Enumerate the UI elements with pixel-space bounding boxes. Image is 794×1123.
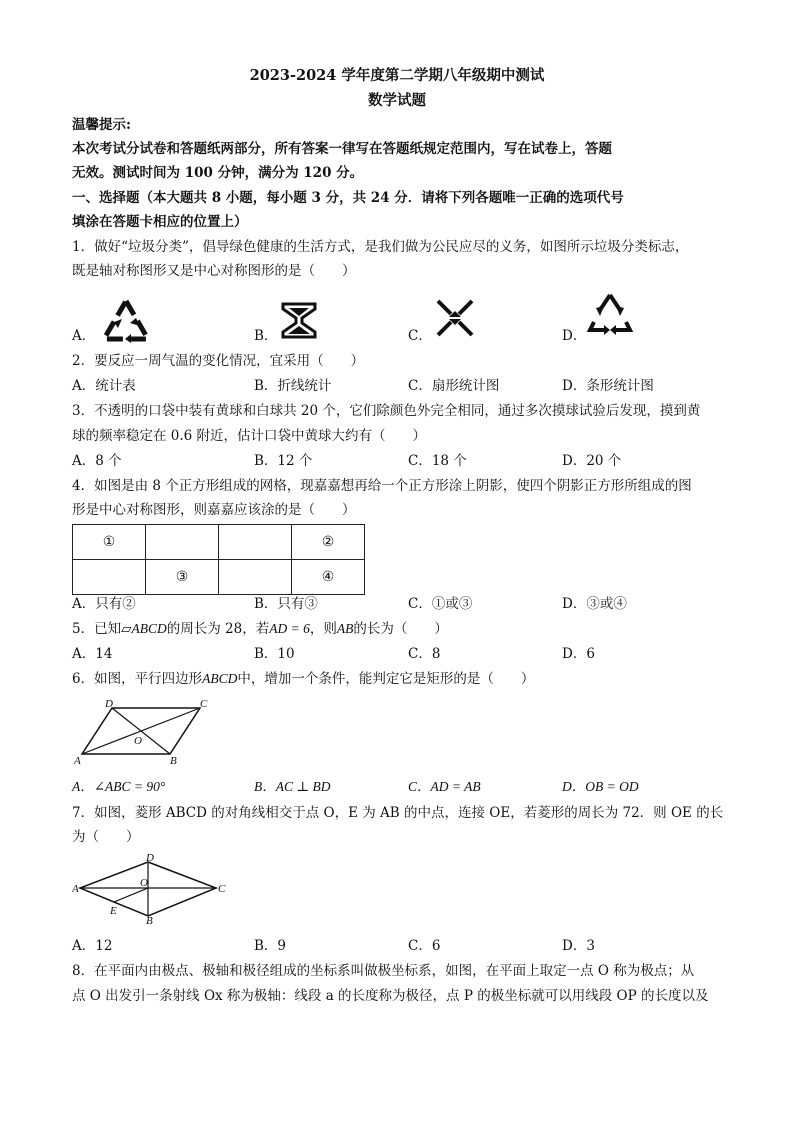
q6-option-c: C．AD = AB (408, 779, 481, 794)
q7-line-2: 为（ ） (72, 829, 140, 845)
q4-grid (72, 524, 365, 595)
q1-option-a: A． (72, 328, 96, 344)
q5-mid-1: 的周长为 28，若 (166, 621, 270, 637)
notice-line-1: 本次考试分试卷和答题纸两部分，所有答案一律写在答题纸规定范围内，写在试卷上，答题 (72, 141, 612, 157)
label-b: B (170, 755, 177, 767)
q5-suffix: 的长为（ ） (353, 621, 448, 637)
label-b: B (146, 915, 153, 924)
q5-shape: ▱ABCD (121, 621, 167, 636)
grid-cell (73, 560, 146, 595)
q3-option-b: B．12 个 (254, 453, 313, 469)
grid-cell (219, 525, 292, 560)
q2-option-c: C．扇形统计图 (408, 378, 500, 394)
q8-line-2: 点 O 出发引一条射线 Ox 称为极轴：线段 a 的长度称为极径，点 P 的极坐标就可以用线段 OP 的长度以及 (72, 988, 709, 1004)
q6-option-d: D．OB = OD (562, 779, 639, 794)
q3-line-2: 球的频率稳定在 0.6 附近，估计口袋中黄球大约有（ ） (72, 428, 427, 444)
label-a: A (74, 755, 81, 767)
q1-option-d: D． (562, 328, 587, 344)
q7-option-b: B．9 (254, 938, 287, 954)
label-c: C (200, 698, 208, 710)
section1-line-1: 一、选择题（本大题共 8 小题，每小题 3 分，共 24 分．请将下列各题唯一正确的选项代号 (72, 190, 624, 206)
q2-option-b: B．折线统计 (254, 378, 332, 394)
q7-option-d: D．3 (562, 938, 595, 954)
q1-line-2: 既是轴对称图形又是中心对称图形的是（ ） (72, 263, 356, 279)
q6-line-1 (72, 670, 534, 688)
q5-prefix: 5．已知 (72, 621, 122, 637)
q1-option-b: B． (254, 328, 278, 344)
grid-cell: ③ (146, 560, 219, 595)
rhombus-figure (72, 852, 232, 924)
grid-cell (146, 525, 219, 560)
q1-line-1: 1．做好“垃圾分类”，倡导绿色健康的生活方式，是我们做为公民应尽的义务，如图所示垃圾分类标志， (72, 239, 689, 255)
q3-line-1: 3．不透明的口袋中装有黄球和白球共 20 个，它们除颜色外完全相同，通过多次摸球试验后发现，摸到黄 (72, 403, 701, 419)
grid-cell (219, 560, 292, 595)
q4-option-b: B．只有③ (254, 596, 318, 612)
q4-option-d: D．③或④ (562, 596, 627, 612)
q8-line-1: 8．在平面内由极点、极轴和极径组成的坐标系叫做极坐标系，如图，在平面上取定一点 O 称为极点；从 (72, 963, 695, 979)
grid-cell: ① (73, 525, 146, 560)
q6-option-b: B．AC ⊥ BD (254, 779, 331, 794)
cross-arrows-icon (434, 297, 476, 339)
q7-option-a: A．12 (72, 938, 113, 954)
label-c: C (218, 883, 226, 895)
q6-shape: ABCD (202, 671, 238, 686)
q5-condition: AD = 6 (269, 621, 310, 636)
q5-segment: AB (336, 621, 354, 636)
q4-option-c: C．①或③ (408, 596, 473, 612)
exam-title: 2023-2024 学年度第二学期八年级期中测试 (249, 67, 545, 84)
q5-option-a: A．14 (72, 646, 113, 662)
label-d: D (146, 852, 154, 864)
q2-line-1: 2．要反应一周气温的变化情况，宜采用（ ） (72, 353, 365, 369)
q6-prefix: 6．如图，平行四边形 (72, 671, 203, 687)
label-d: D (105, 698, 113, 710)
label-a: A (72, 883, 79, 895)
q3-option-a: A．8 个 (72, 453, 122, 469)
exam-subtitle: 数学试题 (368, 92, 426, 109)
notice-heading: 温馨提示: (72, 117, 131, 133)
q4-option-a: A．只有② (72, 596, 136, 612)
grid-cell: ④ (292, 560, 365, 595)
grid-cell: ② (292, 525, 365, 560)
q7-option-c: C．6 (408, 938, 441, 954)
q5-line-1 (72, 620, 448, 638)
notice-line-2: 无效。测试时间为 100 分钟，满分为 120 分。 (72, 165, 364, 181)
q2-option-d: D．条形统计图 (562, 378, 654, 394)
label-e: E (110, 905, 117, 917)
q5-mid-2: ，则 (309, 621, 337, 637)
q6-suffix: 中，增加一个条件，能判定它是矩形的是（ ） (237, 671, 535, 687)
q2-option-a: A．统计表 (72, 378, 136, 394)
q1-option-c: C． (408, 328, 432, 344)
q5-option-d: D．6 (562, 646, 595, 662)
q4-line-1: 4．如图是由 8 个正方形组成的网格，现嘉嘉想再给一个正方形涂上阴影，使四个阴影正方形所组成的图 (72, 478, 692, 494)
q5-option-b: B．10 (254, 646, 295, 662)
q5-option-c: C．8 (408, 646, 441, 662)
q3-option-c: C．18 个 (408, 453, 467, 469)
hourglass-icon (280, 299, 318, 341)
recycle-triangle-icon (100, 297, 152, 343)
label-o: O (134, 735, 142, 747)
q3-option-d: D．20 个 (562, 453, 622, 469)
section1-line-2: 填涂在答题卡相应的位置上） (72, 214, 248, 230)
label-o: O (140, 877, 148, 889)
parallelogram-figure (72, 696, 222, 768)
recycle-arrows-icon (586, 290, 634, 338)
q7-line-1: 7．如图，菱形 ABCD 的对角线相交于点 O，E 为 AB 的中点，连接 OE，若菱形的周长为 72．则 OE 的长 (72, 805, 724, 821)
q6-option-a: A．∠ABC = 90° (72, 779, 166, 794)
q4-line-2: 形是中心对称图形，则嘉嘉应该涂的是（ ） (72, 502, 356, 518)
